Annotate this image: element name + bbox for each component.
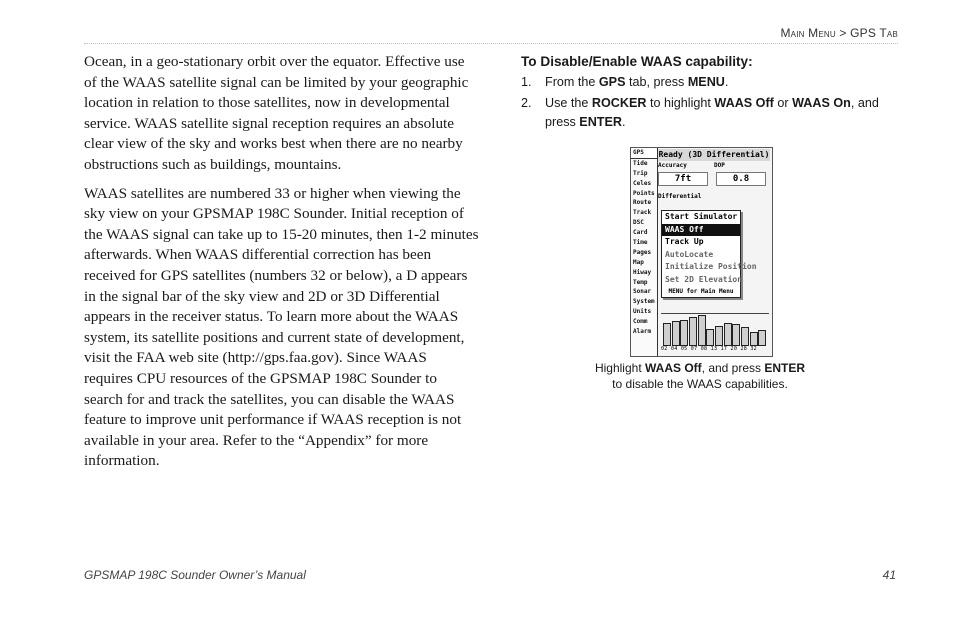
menu-item-waas-off: WAAS Off — [662, 224, 740, 237]
header-rule — [84, 43, 898, 44]
footer-page-number: 41 — [882, 568, 896, 582]
signal-bar — [724, 323, 732, 346]
body-paragraph-1: Ocean, in a geo-stationary orbit over the equator. Effective use of the WAAS satellite signal can be limited by your geographic location in relation to those satellites, now in developmental service. WAAS satellite signal reception requires an absolute clear view of the sky and works best when there are no nearby obstructions such as buildings, mountains. — [84, 53, 469, 173]
step-text: . — [621, 115, 626, 129]
menu-item-autolocate: AutoLocate — [665, 249, 714, 259]
signal-bar — [663, 323, 671, 346]
gps-tab-pages: Pages — [633, 248, 652, 256]
step-key: ENTER — [579, 115, 622, 129]
step-text: . — [724, 75, 729, 89]
signal-bar — [698, 315, 706, 346]
step-key: ROCKER — [591, 96, 647, 110]
menu-item-initialize-position: Initialize Position — [665, 262, 757, 271]
gps-tab-celes: Celes — [633, 179, 652, 187]
step-text: tab, press — [625, 75, 688, 89]
gps-options-menu — [661, 210, 757, 298]
step-key: WAAS Off — [714, 96, 774, 110]
gps-tab-card: Card — [633, 229, 648, 237]
gps-tab-points: Points — [633, 189, 655, 197]
gps-screen-figure — [630, 147, 773, 357]
gps-tab-temp: Temp — [633, 278, 648, 286]
caption-text: Highlight — [594, 361, 645, 375]
step-key: GPS — [598, 75, 626, 89]
step-text: From the — [545, 75, 599, 89]
footer-manual-title: GPSMAP 198C Sounder Owner’s Manual — [84, 568, 306, 582]
caption-key: WAAS Off — [644, 361, 702, 375]
step-text: to highlight — [646, 96, 715, 110]
satellite-ids: 02 04 05 07 08 13 17 20 28 32 — [661, 346, 757, 352]
gps-tab-time: Time — [633, 239, 648, 247]
step-key: MENU — [687, 75, 725, 89]
signal-bar — [715, 326, 723, 346]
signal-bars — [661, 313, 769, 346]
step-key: WAAS On — [792, 96, 851, 110]
gps-tab-list — [631, 148, 658, 356]
header-tab: GPS Tab — [850, 26, 898, 40]
signal-bar — [706, 329, 714, 346]
gps-tab-system: System — [633, 298, 655, 306]
body-paragraph-2: WAAS satellites are numbered 33 or higher when viewing the sky view on your GPSMAP 198C Sounder. Initial reception of the WAAS signal can take up to 15-20 minutes, then 1-2 minutes afterwards. When WAAS differential correction has been received for GPS satellites (numbers 32 or below), a D appears in the signal bar of the sky view and 2D or 3D Differential appears in the receiver status. To learn more about the WAAS system, its satellite positions and current state of development, visit the FAA web site (http://gps.faa.gov). Since WAAS requires CPU resources of the GPSMAP 198C Sounder to search for and track the satellites, you can disable the WAAS feature to improve unit performance if WAAS reception is not available in your area. Refer to the “Appendix” for more information. — [84, 184, 479, 470]
step-number: 1. — [521, 75, 532, 89]
step-number: 2. — [521, 96, 532, 110]
right-column — [521, 54, 911, 134]
signal-bar — [758, 330, 766, 346]
gps-tab-alarm: Alarm — [633, 328, 652, 336]
menu-footer: MENU for Main Menu — [668, 288, 734, 295]
dop-label: DOP — [714, 162, 725, 169]
procedure-title: To Disable/Enable WAAS capability: — [521, 54, 753, 69]
signal-bar — [689, 317, 697, 346]
gps-tab-dsc: DSC — [633, 219, 644, 227]
gps-tab-track: Track — [633, 209, 652, 217]
gps-tab-route: Route — [633, 199, 652, 207]
gps-tab-trip: Trip — [633, 169, 648, 177]
procedure-step-1 — [521, 73, 911, 92]
caption-key: ENTER — [764, 361, 806, 375]
left-column — [84, 52, 479, 480]
gps-tab-tide: Tide — [633, 159, 648, 167]
procedure-step-2 — [521, 94, 911, 132]
menu-item-set-2d-elevation: Set 2D Elevation — [665, 274, 743, 284]
accuracy-dop-fields — [658, 162, 770, 186]
signal-bar — [680, 320, 688, 346]
step-text: , and press — [545, 96, 879, 129]
signal-bar — [672, 321, 680, 346]
signal-bar — [732, 324, 740, 346]
differential-label: Differential — [658, 193, 702, 200]
receiver-status: Ready (3D Differential) — [658, 150, 770, 159]
gps-tab-hiway: Hiway — [633, 268, 652, 276]
header-section: Main Menu — [780, 26, 836, 40]
menu-item-track-up: Track Up — [665, 237, 704, 246]
running-header — [780, 26, 898, 40]
gps-tab-gps: GPS — [631, 148, 657, 159]
figure-caption — [560, 360, 840, 392]
gps-tab-units: Units — [633, 308, 652, 316]
accuracy-label: Accuracy — [658, 162, 687, 169]
header-separator: > — [835, 26, 851, 40]
gps-tab-comm: Comm — [633, 318, 648, 326]
step-text: Use the — [545, 96, 592, 110]
accuracy-value: 7ft — [658, 172, 708, 186]
caption-line-2: to disable the WAAS capabilities. — [612, 377, 788, 391]
signal-bar — [741, 327, 749, 346]
caption-text: , and press — [701, 361, 765, 375]
gps-tab-sonar: Sonar — [633, 288, 652, 296]
menu-item-start-simulator: Start Simulator — [665, 212, 738, 221]
gps-tab-map: Map — [633, 258, 644, 266]
caption-line-1 — [560, 360, 840, 376]
dop-value: 0.8 — [716, 172, 766, 186]
step-text: or — [773, 96, 793, 110]
signal-bar — [750, 332, 758, 346]
